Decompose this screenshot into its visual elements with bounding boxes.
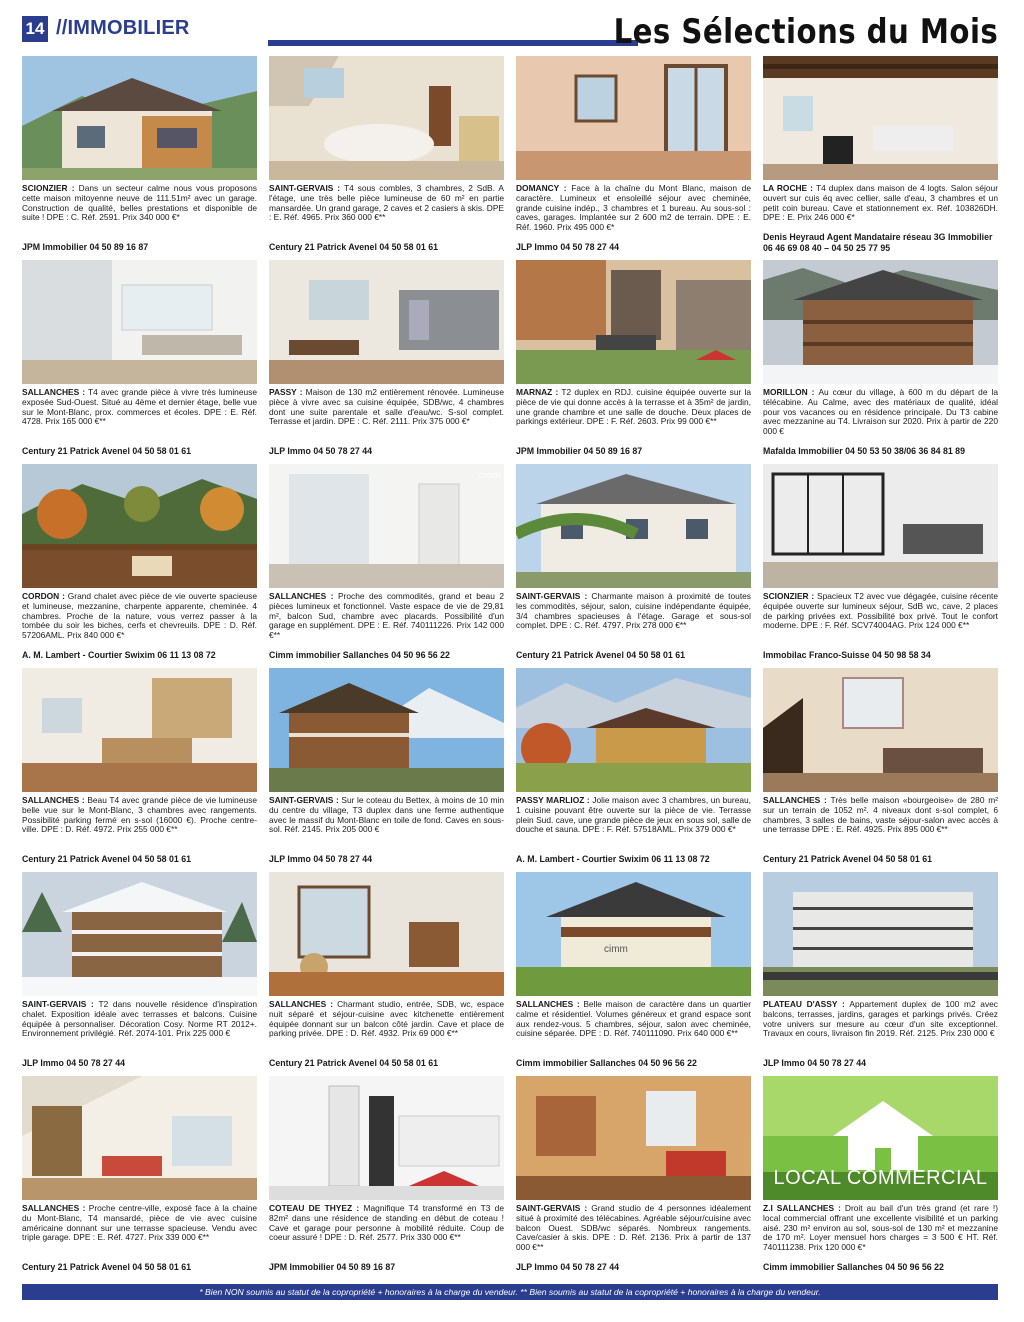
listing-town: MORILLON — [763, 388, 808, 397]
listing-agent: Immobilac Franco-Suisse 04 50 98 58 34 — [763, 650, 931, 660]
listing-agent: Century 21 Patrick Avenel 04 50 58 01 61 — [269, 1058, 439, 1068]
listing-agent: Century 21 Patrick Avenel 04 50 58 01 61 — [22, 1262, 192, 1272]
listings-row — [22, 464, 998, 668]
listing-text: Face à la chaîne du Mont Blanc, maison de caractère. Lumineux et ensoleillé séjour avec cheminée, grande cuisine indép., 3 chambres et 1 bureau. Au sous-sol : caves, garages. Implantée sur 2 600 m2 de terrain. DPE : E. Réf. 1960. Prix 495 000 €* — [516, 184, 751, 233]
listing-card — [516, 668, 751, 872]
listing-town: SALLANCHES — [269, 592, 327, 601]
listing-town: COTEAU DE THYEZ — [269, 1204, 353, 1213]
town-separator: : — [580, 592, 592, 601]
listing-photo — [763, 1076, 998, 1200]
listing-description — [22, 1204, 257, 1262]
listing-town: PASSY — [269, 388, 297, 397]
listing-description — [516, 796, 751, 854]
town-separator: : — [807, 388, 819, 397]
listing-photo — [516, 260, 751, 384]
listing-card — [22, 464, 257, 668]
town-separator: : — [837, 1000, 850, 1009]
listing-text: Belle maison de caractère dans un quartier calme et résidentiel. Volumes généreux et grand espace sont aux rendez-vous. 5 chambres, séjour, salon avec cheminée, cuisine séparée. DPE : D. Réf. 740111090. Prix 640 000 €** — [516, 1000, 751, 1039]
listing-text: T4 duplex dans maison de 4 logts. Salon séjour ouvert sur cuis éq avec cellier, salle d'eau, 3 chambres et un petit coin bureau. Cave et stationnement ex. Réf. 103826DH. DPE : E. Prix 246 000 €* — [763, 184, 998, 223]
listing-description — [22, 1000, 257, 1058]
listing-agent: Mafalda Immobilier 04 50 53 50 38/06 36 84 81 89 — [763, 446, 965, 456]
listing-photo — [269, 1076, 504, 1200]
listing-agent: JLP Immo 04 50 78 27 44 — [516, 1262, 620, 1272]
town-separator: : — [820, 796, 831, 805]
listing-agent: Century 21 Patrick Avenel 04 50 58 01 61 — [22, 446, 192, 456]
listing-town: Z.I SALLANCHES — [763, 1204, 835, 1213]
listing-description — [269, 592, 504, 650]
listing-photo — [269, 872, 504, 996]
listing-card — [269, 872, 504, 1076]
listing-card — [516, 1076, 751, 1280]
listing-town: SAINT-GERVAIS — [269, 184, 334, 193]
listing-text: Très belle maison «bourgeoise» de 280 m² sur un terrain de 1052 m². 4 niveaux dont s-sol complet, 6 chambres, 3 salles de bains, vaste séjour-salon avec accès à une terrasse DPE : E. Réf. 4925. Prix 895 000 €** — [763, 796, 998, 835]
listing-agent: JLP Immo 04 50 78 27 44 — [22, 1058, 126, 1068]
listing-text: Droit au bail d'un très grand (et rare !) local commercial offrant une excellente visibilité et un parking aisé. 230 m² environ au sol, sous-sol de 130 m² et mezzanine de 170 m². Loyer mensuel hors charges = 3 500 € HT. Réf. 740111238. Prix 120 000 €* — [763, 1204, 998, 1253]
listing-town: SAINT-GERVAIS — [22, 1000, 87, 1009]
listing-description — [516, 1000, 751, 1058]
listing-card — [763, 872, 998, 1076]
listing-description — [516, 184, 751, 242]
listing-town: SALLANCHES — [763, 796, 821, 805]
listing-text: T4 avec grande pièce à vivre très lumineuse exposée Sud-Ouest. Situé au 4ème et dernier étage, belle vue sur le Mont-Blanc, prox. commerces et écoles. DPE : E. Réf. 4728. Prix 165 000 €** — [22, 388, 257, 427]
section-title: //IMMOBILIER — [56, 17, 190, 39]
header-rule — [268, 40, 638, 46]
listing-description — [763, 1000, 998, 1058]
listing-card — [763, 1076, 998, 1280]
listing-photo — [22, 668, 257, 792]
town-separator: : — [584, 796, 593, 805]
listings-row — [22, 260, 998, 464]
town-separator: : — [79, 796, 88, 805]
listing-text: Appartement duplex de 100 m2 avec balcons, terrasses, jardins, garages et parkings privés. Créez votre univers sur mesure au cœur d'un site exceptionnel. Travaux en cours, livraison fin 2019. Réf. 2125. Prix 230 000 € — [763, 1000, 998, 1039]
listing-description — [22, 796, 257, 854]
town-separator: : — [352, 1204, 364, 1213]
listing-town: SALLANCHES — [22, 796, 80, 805]
listing-photo — [763, 872, 998, 996]
town-separator: : — [580, 1204, 592, 1213]
listing-text: Dans un secteur calme nous vous proposons cette maison mitoyenne neuve de 111.51m² avec un garage. Construction de qualité, belles prestations et disponible de suite ! DPE : C. Réf. 2591. Prix 340 000 €* — [22, 184, 257, 223]
listing-photo — [22, 56, 257, 180]
listings-row — [22, 1076, 998, 1280]
listing-description — [269, 796, 504, 854]
listing-description — [269, 388, 504, 446]
listing-card — [22, 1076, 257, 1280]
listing-description — [269, 1000, 504, 1058]
listing-text: Spacieux T2 avec vue dégagée, cuisine récente équipée ouverte sur lumineux séjour, SdB wc, cave, 2 places de parking privées ext. Possibilité box privé. Tout le confort moderne. DPE : F. Réf. SCV74004AG. Prix 124 000 €** — [763, 592, 998, 631]
listing-card — [269, 464, 504, 668]
listing-text: Charmante maison à proximité de toutes les commodités, séjour, salon, cuisine indépendante équipée, 3/4 chambres spacieuses à l'étage. Garage et sous-sol complet. DPE : C. Réf. 4797. Prix 278 000 €** — [516, 592, 751, 631]
listing-photo — [763, 464, 998, 588]
listing-photo — [22, 872, 257, 996]
listing-photo — [269, 260, 504, 384]
listing-card — [763, 464, 998, 668]
town-separator: : — [86, 1000, 99, 1009]
listing-photo — [269, 56, 504, 180]
listing-card — [269, 56, 504, 260]
listing-text: Maison de 130 m2 entièrement rénovée. Lumineuse pièce à vivre avec sa cuisine équipée, SDB/wc, 4 chambres dont une suite parentale et salle d'eau/wc. S-sol complet. Terrasse et jardin. DPE : C. Réf. 2111. Prix 375 000 €* — [269, 388, 504, 427]
listing-card — [763, 260, 998, 464]
town-separator: : — [573, 1000, 584, 1009]
listing-agent: JLP Immo 04 50 78 27 44 — [763, 1058, 867, 1068]
listing-town: SALLANCHES — [22, 1204, 80, 1213]
listing-text: Beau T4 avec grande pièce de vie lumineuse belle vue sur le Mont-Blanc, 3 chambres avec rangements. Possibilité parking fermé en s-sol (16000 €). Proche centre-ville. DPE : D. Réf. 4972. Prix 255 000 €** — [22, 796, 257, 835]
listing-text: Grand chalet avec pièce de vie ouverte spacieuse et lumineuse, mezzanine, charpente apparente, cheminée. 4 chambres. Proche de la nature, vous verrez passer à la tombée du soir les biches, cerfs et chevreuils. DPE : D. Réf. 57206AML. Prix 840 000 €* — [22, 592, 257, 641]
svg-text:cimm: cimm — [479, 470, 501, 480]
svg-text:cimm: cimm — [604, 944, 628, 955]
listing-agent: JLP Immo 04 50 78 27 44 — [269, 854, 373, 864]
listing-photo — [763, 260, 998, 384]
town-separator: : — [559, 184, 572, 193]
listing-description — [22, 388, 257, 446]
town-separator: : — [333, 796, 342, 805]
town-separator: : — [79, 1204, 89, 1213]
listing-card — [516, 56, 751, 260]
listing-agent: JPM Immobilier 04 50 89 16 87 — [516, 446, 643, 456]
town-separator: : — [67, 184, 79, 193]
listing-agent: JPM Immobilier 04 50 89 16 87 — [269, 1262, 396, 1272]
listing-town: PASSY MARLIOZ — [516, 796, 585, 805]
page-number: 14 — [22, 16, 48, 42]
listing-text: Charmant studio, entrée, SDB, wc, espace nuit séparé et séjour-cuisine avec kitchenette entièrement équipée donnant sur un balcon côté jardin. Cave et place de parking privée. DPE : D. Réf. 4932. Prix 69 000 €** — [269, 1000, 504, 1039]
listing-text: T4 sous combles, 3 chambres, 2 SdB. A l'étage, une très belle pièce lumineuse de 60 m² en partie mansardée. Un grand garage, 2 caves et 2 casiers à skis. DPE : E. Réf. 4965. Prix 360 000 €** — [269, 184, 504, 223]
listing-card — [269, 1076, 504, 1280]
page-title: Les Sélections du Mois — [613, 12, 998, 52]
listing-town: SAINT-GERVAIS — [269, 796, 334, 805]
listing-agent: A. M. Lambert - Courtier Swixim 06 11 13 08 72 — [22, 650, 216, 660]
listing-town: CORDON — [22, 592, 60, 601]
listing-text: Proche des commodités, grand et beau 2 pièces lumineux et fonctionnel. Vaste espace de vie de 29,81 m², balcon Sud, chambre avec placards. Possibilité d'un garage en supplément. DPE : E. Réf. 740111226. Prix 142 000 €** — [269, 592, 504, 641]
listing-agent: JLP Immo 04 50 78 27 44 — [516, 242, 620, 252]
listing-photo — [516, 668, 751, 792]
listing-photo — [763, 56, 998, 180]
listing-description — [516, 592, 751, 650]
listing-town: DOMANCY — [516, 184, 560, 193]
listing-photo — [516, 872, 751, 996]
town-separator: : — [807, 184, 816, 193]
listing-agent: Denis Heyraud Agent Mandataire réseau 3G Immobilier 06 46 69 08 40 – 04 50 25 77 95 — [763, 232, 993, 253]
listing-text: Proche centre-ville, exposé face à la chaine du Mont-Blanc, T4 mansardé, pièce de vie avec cuisine américaine donnant sur une terrasse spacieuse. Vendu avec triple garage. DPE : E. Réf. 4727. Prix 339 000 €** — [22, 1204, 257, 1243]
listing-town: SAINT-GERVAIS — [516, 1204, 581, 1213]
listing-description — [763, 1204, 998, 1262]
listing-agent: JLP Immo 04 50 78 27 44 — [269, 446, 373, 456]
town-separator: : — [834, 1204, 845, 1213]
listing-card — [269, 668, 504, 872]
listing-text: T2 duplex en RDJ. cuisine équipée ouverte sur la pièce de vie qui donne accès à la terrasse et à 35m² de jardin, une grande chambre et une salle de douche. Deux places de parkings extérieur. DPE : F. Réf. 2603. Prix 99 000 €** — [516, 388, 751, 427]
listing-card — [22, 668, 257, 872]
town-separator: : — [326, 1000, 338, 1009]
listing-card — [516, 260, 751, 464]
listing-photo — [763, 668, 998, 792]
listing-card — [22, 260, 257, 464]
listing-agent: Century 21 Patrick Avenel 04 50 58 01 61 — [22, 854, 192, 864]
listing-town: MARNAZ — [516, 388, 553, 397]
footer-note: * Bien NON soumis au statut de la copropriété + honoraires à la charge du vendeur. ** Bien soumis au statut de la copropriété + honoraires à la charge du vendeur. — [22, 1284, 998, 1300]
listing-town: SAINT-GERVAIS — [516, 592, 581, 601]
listing-agent: A. M. Lambert - Courtier Swixim 06 11 13 08 72 — [516, 854, 710, 864]
listing-card — [516, 872, 751, 1076]
listing-photo — [22, 260, 257, 384]
photo-overlay-label: LOCAL COMMERCIAL — [773, 1167, 988, 1189]
town-separator: : — [808, 592, 817, 601]
listing-photo — [516, 56, 751, 180]
listing-town: LA ROCHE — [763, 184, 808, 193]
listing-text: Au cœur du village, à 600 m du départ de la télécabine. Au Calme, avec des matériaux de qualité, idéal pour vos vacances ou en résidence principale. Du T3 cabine avec mezzanine au T4. Livraison sur 2020. Prix à partir de 220 000 € — [763, 388, 998, 437]
listing-card — [516, 464, 751, 668]
listing-agent: Century 21 Patrick Avenel 04 50 58 01 61 — [516, 650, 686, 660]
listing-agent: JPM Immobilier 04 50 89 16 87 — [22, 242, 149, 252]
listing-description — [22, 592, 257, 650]
listing-description — [269, 1204, 504, 1262]
listings-row — [22, 668, 998, 872]
listing-text: T2 dans nouvelle résidence d'inspiration chalet. Exposition idéale avec terrasses et balcons. Cuisine équipée à personnaliser. Décoration Cosy. Norme RT 2012+. Environnement privilégié. Réf. 2074-101. Prix 225 000 € — [22, 1000, 257, 1039]
listing-agent: Cimm immobilier Sallanches 04 50 96 56 22 — [516, 1058, 697, 1068]
listing-card — [763, 668, 998, 872]
listing-text: Magnifique T4 transformé en T3 de 82m² dans une résidence de standing en début de coteau ! Cave et garage pour personne à mobilité réduite. Coup de coeur assuré ! DPE : D. Réf. 2577. Prix 330 000 €** — [269, 1204, 504, 1243]
listing-photo — [516, 1076, 751, 1200]
listing-agent: Cimm immobilier Sallanches 04 50 96 56 22 — [763, 1262, 944, 1272]
town-separator: : — [552, 388, 562, 397]
listing-description — [763, 388, 998, 446]
listing-description — [516, 1204, 751, 1262]
listing-description — [763, 592, 998, 650]
town-separator: : — [326, 592, 338, 601]
town-separator: : — [333, 184, 344, 193]
listing-text: Sur le coteau du Bettex, à moins de 10 min du centre du village, T3 duplex dans une ferme authentique avec le massif du Mont-Blanc en toile de fond. Caves en sous-sol. Réf. 2145. Prix 205 000 € — [269, 796, 504, 835]
listing-photo — [516, 464, 751, 588]
listing-photo — [269, 668, 504, 792]
listing-agent: Cimm immobilier Sallanches 04 50 96 56 22 — [269, 650, 450, 660]
town-separator: : — [59, 592, 68, 601]
listing-card — [269, 260, 504, 464]
listing-agent: Century 21 Patrick Avenel 04 50 58 01 61 — [763, 854, 933, 864]
listing-agent: Century 21 Patrick Avenel 04 50 58 01 61 — [269, 242, 439, 252]
listing-text: Jolie maison avec 3 chambres, un bureau, 1 cuisine pouvant être ouverte sur la pièce de vie. Terrasse plein Sud. cave, une grande pièce de jeux en sous sol, salle de douche et sauna. DPE : F. Réf. 57518AML. Prix 379 000 €* — [516, 796, 751, 835]
listing-town: SALLANCHES — [269, 1000, 327, 1009]
listing-photo — [22, 1076, 257, 1200]
listing-town: SALLANCHES — [22, 388, 80, 397]
town-separator: : — [296, 388, 306, 397]
listing-description — [22, 184, 257, 242]
listing-town: PLATEAU D'ASSY — [763, 1000, 838, 1009]
listing-description — [269, 184, 504, 242]
listing-card — [22, 56, 257, 260]
listing-town: SCIONZIER — [22, 184, 68, 193]
listing-description — [516, 388, 751, 446]
listing-town: SALLANCHES — [516, 1000, 574, 1009]
listings-grid — [22, 56, 998, 1280]
listing-photo — [269, 464, 504, 588]
listing-card — [763, 56, 998, 260]
listing-text: Grand studio de 4 personnes idéalement situé à proximité des télécabines. Agréable séjour/cuisine avec balcon Ouest. SDB/wc séparés. Nombreux rangements. Cave/casier à skis. DPE : D. Réf. 2136. Prix à partir de 137 000 €** — [516, 1204, 751, 1253]
listings-row — [22, 872, 998, 1076]
listings-row — [22, 56, 998, 260]
listing-photo — [22, 464, 257, 588]
listing-town: SCIONZIER — [763, 592, 809, 601]
town-separator: : — [79, 388, 89, 397]
listing-description — [763, 796, 998, 854]
listing-card — [22, 872, 257, 1076]
